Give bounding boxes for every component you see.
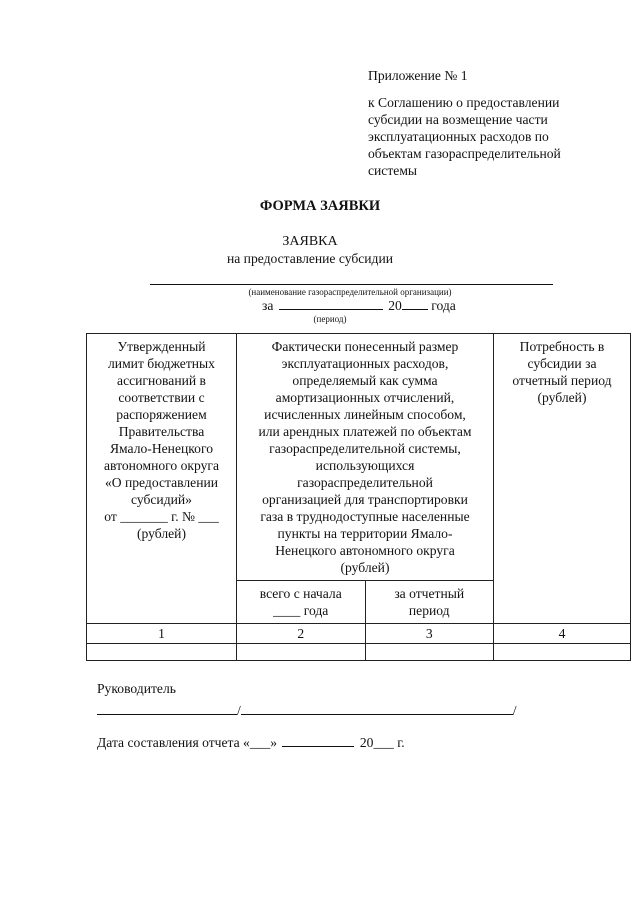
header-line: распоряжением (116, 407, 207, 422)
header-line: Фактически понесенный размер (271, 339, 459, 354)
table-cell[interactable] (237, 644, 366, 661)
header-line: (рублей) (537, 390, 587, 405)
header-line: или арендных платежей по объектам (258, 424, 472, 439)
header-line: использующихся (315, 458, 415, 473)
table-cell[interactable] (494, 644, 631, 661)
header-line: от _______ г. № ___ (104, 509, 219, 524)
header-line: Потребность в (519, 339, 605, 354)
org-name-caption: (наименование газораспределительной организации) (248, 287, 452, 297)
period-input-line[interactable] (279, 297, 383, 310)
header-line: эксплуатационных расходов, (281, 356, 449, 371)
signature-separator: / (237, 703, 241, 718)
column-number: 1 (87, 624, 237, 644)
header-line: субсидии за (527, 356, 597, 371)
appendix-line: объектам газораспределительной (368, 146, 561, 161)
request-title: ЗАЯВКА (282, 234, 338, 249)
header-line: организацией для транспортировки (262, 492, 468, 507)
appendix-line: к Соглашению о предоставлении (368, 95, 560, 110)
appendix-text (368, 94, 598, 179)
request-table (86, 333, 631, 661)
subheader-reporting-period (365, 581, 494, 624)
subheader-line: за отчетный (394, 586, 465, 601)
table-number-row (87, 624, 631, 644)
header-line: газа в труднодоступные населенные (260, 509, 470, 524)
table-header-row (87, 334, 631, 581)
header-actual-expenses (237, 334, 494, 581)
org-name-line[interactable] (150, 284, 553, 285)
header-line: исчисленных линейным способом, (264, 407, 466, 422)
column-number: 3 (365, 624, 494, 644)
period-caption: (период) (313, 314, 347, 324)
appendix-line: системы (368, 163, 418, 178)
column-number: 4 (494, 624, 631, 644)
header-line: амортизационных отчислений, (275, 390, 455, 405)
period-suffix: года (431, 298, 456, 313)
header-line: ассигнований в (117, 373, 206, 388)
header-line: отчетный период (512, 373, 612, 388)
head-label: Руководитель (97, 681, 176, 696)
form-title: ФОРМА ЗАЯВКИ (259, 198, 381, 214)
header-line: определяемый как сумма (292, 373, 438, 388)
header-line: (рублей) (137, 526, 186, 541)
subheader-line: период (408, 603, 450, 618)
appendix-title: Приложение № 1 (368, 68, 468, 83)
header-line: субсидий» (131, 492, 192, 507)
period-year-input-line[interactable] (402, 297, 428, 310)
header-budget-limit (87, 334, 237, 624)
header-subsidy-need (494, 334, 631, 624)
signature-line[interactable] (97, 702, 237, 715)
date-year: 20___ г. (359, 735, 405, 750)
header-line: Правительства (118, 424, 205, 439)
period-row (262, 297, 456, 314)
period-prefix: за (262, 298, 274, 313)
subheader-total-since-start (237, 581, 366, 624)
header-line: лимит бюджетных (108, 356, 215, 371)
report-date-row (97, 734, 405, 751)
header-line: газораспределительной (297, 475, 433, 490)
subheader-line: ____ года (273, 603, 329, 618)
date-prefix: Дата составления отчета «___» (97, 735, 278, 750)
header-line: «О предоставлении (104, 475, 219, 490)
request-subtitle: на предоставление субсидии (226, 251, 394, 266)
header-line: Ямало-Ненецкого (109, 441, 213, 456)
table-cell[interactable] (365, 644, 494, 661)
signature-separator: / (512, 703, 517, 718)
table-row (87, 644, 631, 661)
header-line: соответствии с (118, 390, 205, 405)
column-number: 2 (237, 624, 366, 644)
header-line: (рублей) (340, 560, 390, 575)
appendix-line: субсидии на возмещение части (368, 112, 548, 127)
header-line: пункты на территории Ямало- (277, 526, 453, 541)
header-line: Утвержденный (117, 339, 206, 354)
name-line[interactable] (241, 702, 513, 715)
signature-row (97, 702, 517, 719)
header-line: газораспределительной системы, (269, 441, 461, 456)
header-line: автономного округа (103, 458, 219, 473)
header-line: Ненецкого автономного округа (275, 543, 455, 558)
table-cell[interactable] (87, 644, 237, 661)
appendix-line: эксплуатационных расходов по (368, 129, 549, 144)
period-year: 20 (388, 298, 402, 313)
subheader-line: всего с начала (259, 586, 342, 601)
date-month-line[interactable] (282, 734, 354, 747)
